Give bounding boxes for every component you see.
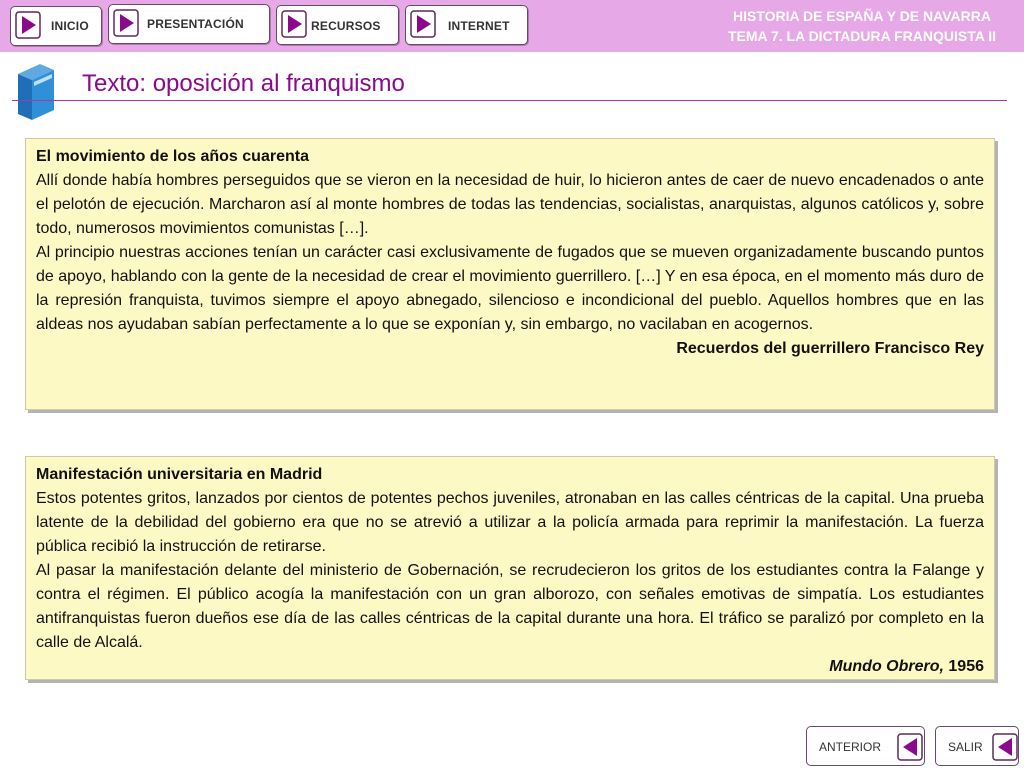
course-unit: TEMA 7. LA DICTADURA FRANQUISTA II xyxy=(727,28,996,44)
nav-button-label: INTERNET xyxy=(448,19,510,33)
back-triangle-icon xyxy=(992,733,1018,761)
title-divider xyxy=(12,100,1007,101)
play-icon xyxy=(281,10,307,38)
play-icon xyxy=(15,11,41,39)
text-source: Recuerdos del guerrillero Francisco Rey xyxy=(676,340,984,357)
text-paragraph: Allí donde había hombres perseguidos que se vieron en la necesidad de huir, lo hicieron antes de caer de nuevo encadenados o ante el pelotón de ejecución. Marcharon así al monte hombres de todas las tendencias, socialistas, anarquistas, algunos católicos y, sobre todo, numerosos movimientos comunistas […]. xyxy=(36,172,984,237)
text-heading: El movimiento de los años cuarenta xyxy=(36,148,309,165)
source-title: Mundo Obrero, xyxy=(829,658,944,675)
text-source xyxy=(36,655,984,679)
text-paragraph: Al pasar la manifestación delante del ministerio de Gobernación, se recrudecieron los gritos de los estudiantes contra la Falange y contra el régimen. El público acogía la manifestación con un gran alborozo, con señales emotivas de simpatía. Los estudiantes antifranquistas fueron dueños ese día de las calles céntricas de la capital durante una hora. El tráfico se paralizó por completo en la calle de Alcalá. xyxy=(36,562,984,651)
nav-button-label: RECURSOS xyxy=(311,19,381,33)
text-heading: Manifestación universitaria en Madrid xyxy=(36,466,323,483)
previous-button-label: ANTERIOR xyxy=(819,740,882,754)
play-icon xyxy=(113,9,139,37)
play-icon xyxy=(410,10,436,38)
exit-button[interactable] xyxy=(935,726,1019,766)
top-navigation-bar xyxy=(0,0,1024,52)
text-paragraph: Al principio nuestras acciones tenían un carácter casi exclusivamente de fugados que se mueven organizadamente buscando puntos de apoyo, hablando con la gente de la necesidad de crear el movimiento guerrillero. […] Y en esa época, en el momento más duro de la represión franquista, tuvimos siempre el apoyo abnegado, silencioso e incondicional del pueblo. Aquellos hombres que en las aldeas nos ayudaban sabían perfectamente a lo que se exponían y, sin embargo, no vacilaban en acogernos. xyxy=(36,244,984,333)
text-paragraph: Estos potentes gritos, lanzados por cientos de potentes pechos juveniles, atronaban en las calles céntricas de la capital. Una prueba latente de la debilidad del gobierno era que no se atrevió a utilizar a la policía armada para reprimir la manifestación. La fuerza pública recibió la instrucción de retirarse. xyxy=(36,490,984,555)
text-box-guerrilla xyxy=(25,138,995,410)
nav-button-label: PRESENTACIÓN xyxy=(147,17,244,31)
nav-button-label: INICIO xyxy=(51,19,89,33)
nav-button-inicio[interactable] xyxy=(10,6,102,46)
course-subject: HISTORIA DE ESPAÑA Y DE NAVARRA xyxy=(732,8,991,24)
page-title: Texto: oposición al franquismo xyxy=(82,70,405,97)
previous-button[interactable] xyxy=(806,726,925,766)
book-icon xyxy=(14,62,58,122)
exit-button-label: SALIR xyxy=(948,740,983,754)
nav-button-internet[interactable] xyxy=(405,5,528,45)
course-title xyxy=(728,6,996,46)
nav-button-presentacion[interactable] xyxy=(108,4,270,44)
source-year: 1956 xyxy=(948,658,984,675)
text-box-manifestacion xyxy=(25,456,995,680)
back-triangle-icon xyxy=(897,733,923,761)
nav-button-recursos[interactable] xyxy=(276,5,399,45)
